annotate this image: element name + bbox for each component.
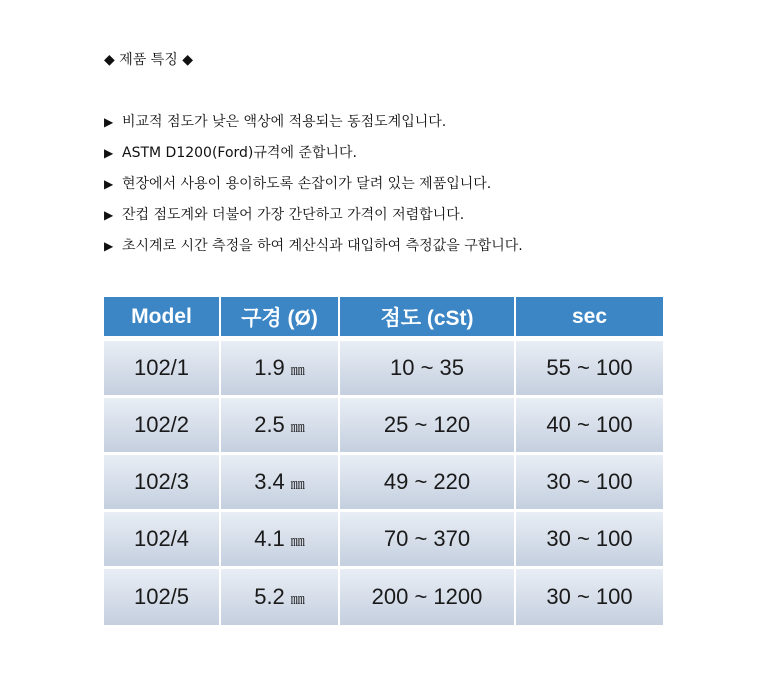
triangle-bullet-icon: ▶ (104, 239, 114, 253)
triangle-bullet-icon: ▶ (104, 208, 114, 222)
feature-item (104, 143, 523, 174)
table-row (104, 512, 663, 569)
cell-model: 102/5 (104, 569, 221, 625)
cell-model: 102/2 (104, 398, 221, 455)
cell-diameter (221, 341, 340, 398)
feature-item (104, 174, 523, 205)
cell-viscosity: 25 ~ 120 (340, 398, 516, 455)
feature-text: 잔컵 점도계와 더불어 가장 간단하고 가격이 저렴합니다. (122, 207, 465, 223)
feature-text: ASTM D1200(Ford)규격에 준합니다. (122, 145, 357, 161)
diameter-value: 4.1 (254, 526, 285, 551)
triangle-bullet-icon: ▶ (104, 146, 114, 160)
diameter-unit: ㎜ (290, 591, 305, 607)
feature-text: 현장에서 사용이 용이하도록 손잡이가 달려 있는 제품입니다. (122, 176, 492, 192)
cell-sec: 40 ~ 100 (516, 398, 663, 455)
cell-diameter (221, 398, 340, 455)
triangle-bullet-icon: ▶ (104, 115, 114, 129)
cell-model: 102/1 (104, 341, 221, 398)
feature-text: 초시계로 시간 측정을 하여 계산식과 대입하여 측정값을 구합니다. (122, 238, 523, 254)
diameter-value: 3.4 (254, 469, 285, 494)
feature-item (104, 205, 523, 236)
table-row (104, 569, 663, 625)
table-row (104, 398, 663, 455)
cell-sec: 30 ~ 100 (516, 512, 663, 569)
cell-diameter (221, 455, 340, 512)
cell-sec: 55 ~ 100 (516, 341, 663, 398)
header-viscosity: 점도 (cSt) (340, 297, 516, 341)
feature-item (104, 236, 523, 267)
cell-viscosity: 10 ~ 35 (340, 341, 516, 398)
cell-sec: 30 ~ 100 (516, 569, 663, 625)
header-sec: sec (516, 297, 663, 341)
cell-sec: 30 ~ 100 (516, 455, 663, 512)
section-title: ◆ 제품 특징 ◆ (104, 52, 193, 68)
cell-viscosity: 70 ~ 370 (340, 512, 516, 569)
cell-model: 102/4 (104, 512, 221, 569)
header-diameter: 구경 (Ø) (221, 297, 340, 341)
diameter-value: 5.2 (254, 584, 285, 609)
diameter-unit: ㎜ (290, 419, 305, 435)
feature-list (104, 112, 523, 267)
diameter-unit: ㎜ (290, 362, 305, 378)
table-row (104, 455, 663, 512)
triangle-bullet-icon: ▶ (104, 177, 114, 191)
cell-diameter (221, 569, 340, 625)
feature-text: 비교적 점도가 낮은 액상에 적용되는 동점도계입니다. (122, 114, 447, 130)
cell-viscosity: 49 ~ 220 (340, 455, 516, 512)
cell-viscosity: 200 ~ 1200 (340, 569, 516, 625)
table-header-row (104, 297, 663, 341)
diameter-value: 1.9 (254, 355, 285, 380)
table-row (104, 341, 663, 398)
header-model: Model (104, 297, 221, 341)
feature-item (104, 112, 523, 143)
cell-model: 102/3 (104, 455, 221, 512)
diameter-unit: ㎜ (290, 476, 305, 492)
spec-table (104, 297, 663, 625)
cell-diameter (221, 512, 340, 569)
diameter-unit: ㎜ (290, 533, 305, 549)
diameter-value: 2.5 (254, 412, 285, 437)
